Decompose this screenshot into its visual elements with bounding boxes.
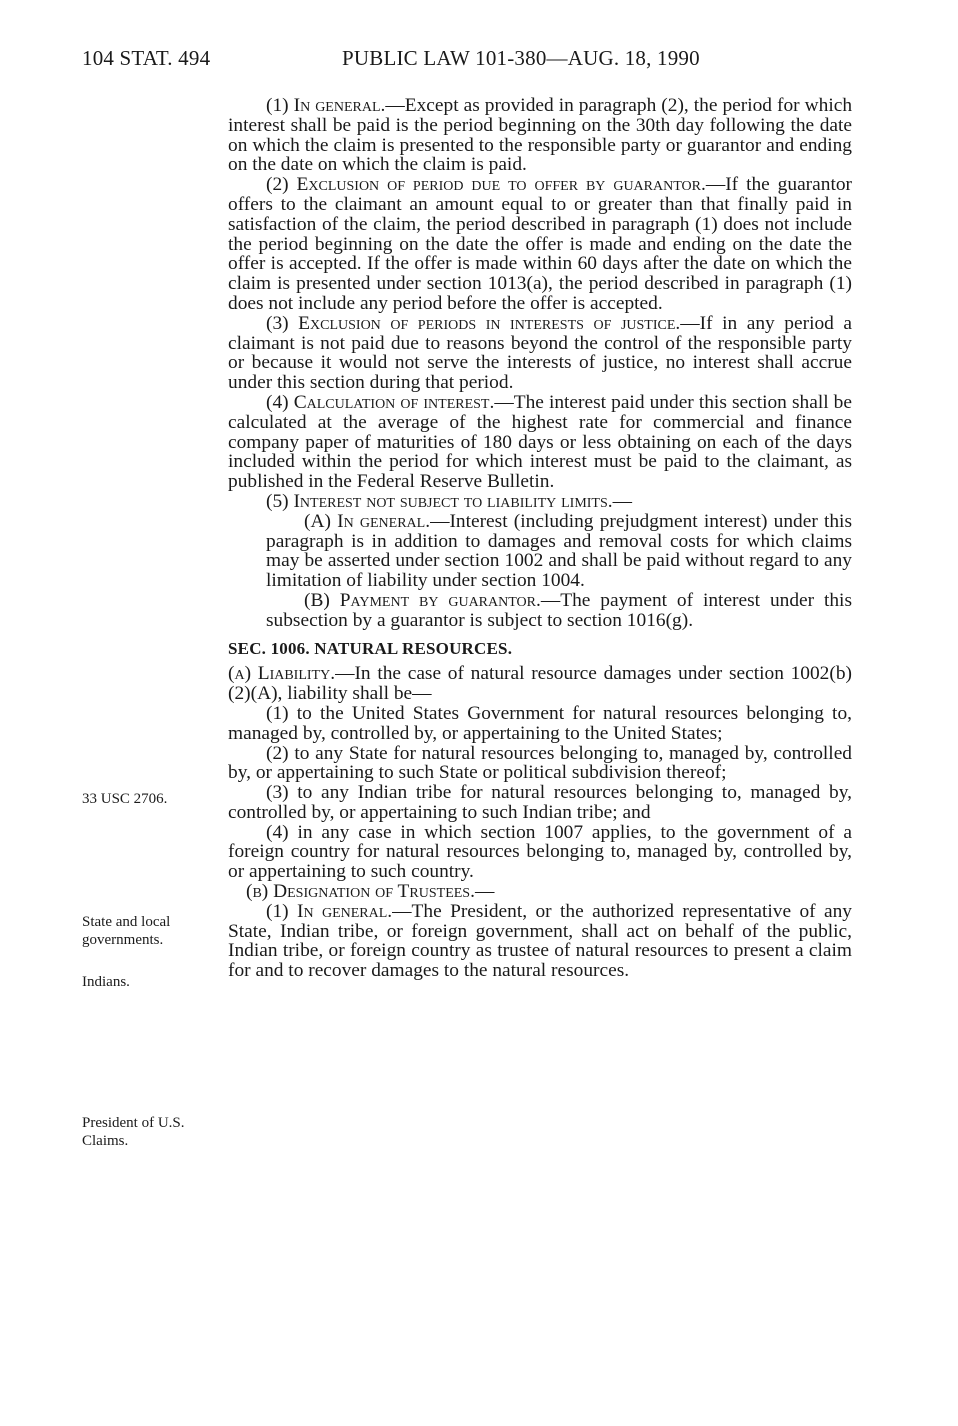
subsection-b-1-heading: (1) In general. bbox=[266, 900, 393, 922]
margin-note-claims-line: Claims. bbox=[82, 1133, 129, 1149]
paragraph-5a-heading: (A) In general. bbox=[304, 510, 431, 532]
paragraph-2-heading: (2) Exclusion of period due to offer by guarantor. bbox=[266, 174, 706, 196]
paragraph-2-text: —If the guarantor offers to the claimant an amount equal to or greater than that finally paid in satisfaction of the claim, the period described in paragraph (1) does not include the period beginning on the date the offer is made and ending on the date the offer is accepted. If the offer is made within 60 days after the date on which the claim is presented under section 1013(a), the period described in paragraph (1) does not include any period before the offer is accepted. bbox=[228, 174, 852, 314]
paragraph-1 bbox=[228, 96, 852, 175]
paragraph-3 bbox=[228, 314, 852, 393]
paragraph-5a bbox=[228, 512, 852, 591]
margin-note-president bbox=[82, 1114, 222, 1150]
paragraph-5 bbox=[228, 492, 852, 512]
subsection-a-1: (1) to the United States Government for natural resources belonging to, managed by, controlled by, or appertaining to the United States; bbox=[228, 702, 852, 744]
subsection-a-2: (2) to any State for natural resources belonging to, managed by, controlled by, or appertaining to such State or political subdivision thereof; bbox=[228, 742, 852, 784]
margin-note-indians: Indians. bbox=[82, 974, 130, 990]
subsection-b-1 bbox=[228, 902, 852, 981]
page-reference: 104 STAT. 494 bbox=[82, 46, 211, 70]
paragraph-5-heading: (5) Interest not subject to liability limits. bbox=[266, 490, 613, 512]
paragraph-2 bbox=[228, 175, 852, 314]
paragraph-4 bbox=[228, 393, 852, 492]
paragraph-5b bbox=[228, 591, 852, 631]
subsection-b-text: — bbox=[474, 881, 495, 903]
subsection-b bbox=[228, 882, 852, 902]
margin-note-president-line: President of U.S. bbox=[82, 1115, 185, 1131]
subsection-a-heading: (a) Liability. bbox=[228, 663, 336, 685]
margin-note-usc: 33 USC 2706. bbox=[82, 791, 168, 807]
subsection-b-1-text: —The President, or the authorized representative of any State, Indian tribe, or foreign government, shall act on behalf of the public, Indian tribe, or foreign country as trustee of natural resources to present a claim for and to recover damages to the natural resources. bbox=[228, 900, 852, 982]
paragraph-5-text: — bbox=[612, 490, 633, 512]
paragraph-5b-heading: (B) Payment by guarantor. bbox=[304, 589, 541, 611]
subsection-a-3: (3) to any Indian tribe for natural resources belonging to, managed by, controlled by, or appertaining to such Indian tribe; and bbox=[228, 782, 852, 823]
paragraph-5b-text: —The payment of interest under this subsection by a guarantor is subject to section 1016(g). bbox=[266, 589, 852, 631]
paragraph-4-heading: (4) Calculation of interest. bbox=[266, 391, 495, 413]
subsection-a-text: —In the case of natural resource damages under section 1002(b)(2)(A), liability shall be— bbox=[228, 663, 852, 705]
paragraph-3-heading: (3) Exclusion of periods in interests of justice. bbox=[266, 312, 681, 334]
section-heading: SEC. 1006. NATURAL RESOURCES. bbox=[228, 638, 513, 658]
paragraph-1-text: —Except as provided in paragraph (2), the period for which interest shall be paid is the period beginning on the 30th day following the date on which the claim is presented to the responsible party or guarantor and ending on the date on which the claim is paid. bbox=[228, 95, 853, 176]
running-head: PUBLIC LAW 101-380—AUG. 18, 1990 bbox=[342, 46, 700, 70]
paragraph-1-heading: (1) In general. bbox=[266, 95, 386, 116]
document-body bbox=[228, 96, 852, 981]
paragraph-3-text: —If in any period a claimant is not paid due to reasons beyond the control of the responsible party or because it would not serve the interests of justice, no interest shall accrue under this section during that period. bbox=[228, 312, 853, 394]
subsection-a bbox=[228, 664, 852, 704]
margin-note-state-local: State and local governments. bbox=[82, 914, 171, 948]
subsection-a-4: (4) in any case in which section 1007 applies, to the government of a foreign country for natural resources belonging to, managed by, controlled by, or appertaining to such country. bbox=[228, 821, 852, 883]
subsection-b-heading: (b) Designation of Trustees. bbox=[246, 881, 475, 903]
paragraph-4-text: —The interest paid under this section shall be calculated at the average of the highest rate for commercial and finance company paper of maturities of 180 days or less obtaining on each of the days included within the period for which interest must be paid to the claimant, as published in the Federal Reserve Bulletin. bbox=[228, 391, 852, 493]
paragraph-5a-text: —Interest (including prejudgment interest) under this paragraph is in addition to damages and removal costs for which claims may be asserted under section 1002 and shall be paid without regard to any limitation of liability under section 1004. bbox=[266, 510, 852, 592]
